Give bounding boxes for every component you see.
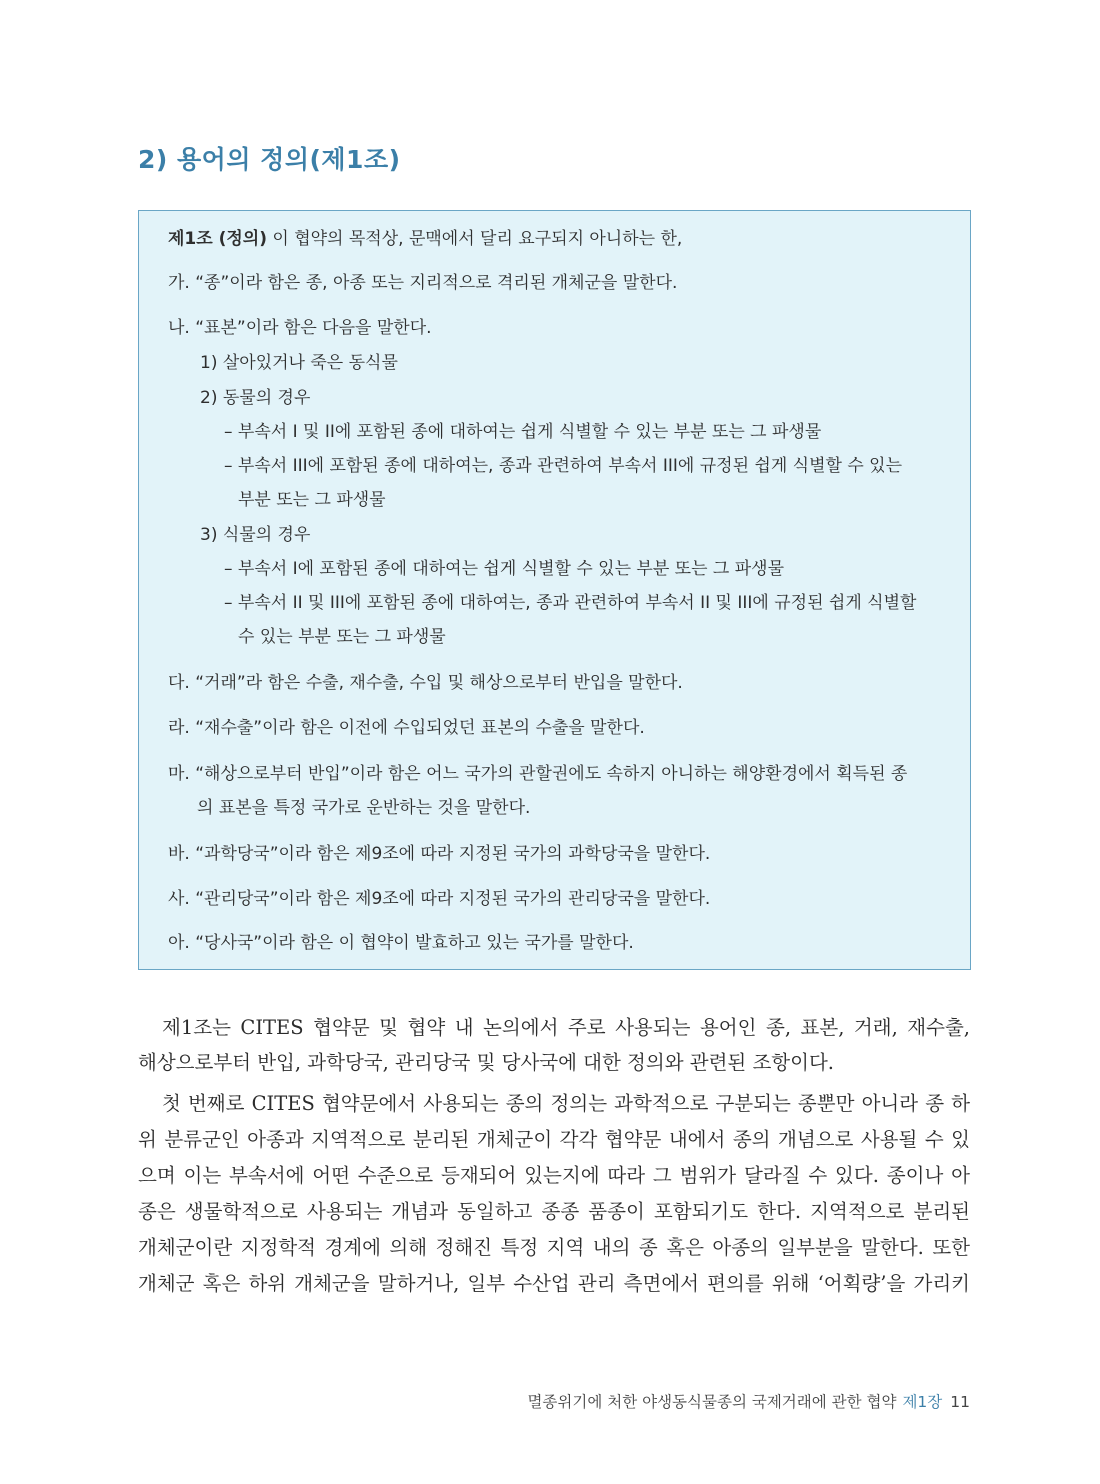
definition-intro-from-sea-cont: 의 표본을 특정 국가로 운반하는 것을 말한다. <box>197 798 531 818</box>
specimen-item-3: 3) 식물의 경우 <box>200 525 311 545</box>
footer-page-number: 11 <box>950 1393 970 1411</box>
definition-reexport: 라. “재수출”이라 함은 이전에 수입되었던 표본의 수출을 말한다. <box>168 718 645 738</box>
page-footer <box>527 1390 970 1412</box>
body-paragraph-2-line-6: 개체군 혹은 하위 개체군을 말하거나, 일부 수산업 관리 측면에서 편의를 위해 ‘어획량’을 가리키 <box>138 1272 970 1295</box>
specimen-item-3-dash-1: – 부속서 I에 포함된 종에 대하여는 쉽게 식별할 수 있는 부분 또는 그 파생물 <box>224 559 785 579</box>
specimen-item-3-dash-2: – 부속서 II 및 III에 포함된 종에 대하여는, 종과 관련하여 부속서 II 및 III에 규정된 쉽게 식별할 <box>224 593 917 613</box>
specimen-item-2-dash-1: – 부속서 I 및 II에 포함된 종에 대하여는 쉽게 식별할 수 있는 부분 또는 그 파생물 <box>224 422 822 442</box>
article-box <box>138 210 971 970</box>
definition-specimen: 나. “표본”이라 함은 다음을 말한다. <box>168 318 432 338</box>
definition-management-authority: 사. “관리당국”이라 함은 제9조에 따라 지정된 국가의 관리당국을 말한다. <box>168 889 711 909</box>
article-intro <box>168 227 682 251</box>
body-paragraph-1-line-2: 해상으로부터 반입, 과학당국, 관리당국 및 당사국에 대한 정의와 관련된 조항이다. <box>138 1051 835 1074</box>
definition-species: 가. “종”이라 함은 종, 아종 또는 지리적으로 격리된 개체군을 말한다. <box>168 273 678 293</box>
definition-scientific-authority: 바. “과학당국”이라 함은 제9조에 따라 지정된 국가의 과학당국을 말한다. <box>168 844 711 864</box>
definition-trade: 다. “거래”라 함은 수출, 재수출, 수입 및 해상으로부터 반입을 말한다. <box>168 673 683 693</box>
body-paragraph-2-line-2: 위 분류군인 아종과 지역적으로 분리된 개체군이 각각 협약문 내에서 종의 개념으로 사용될 수 있 <box>138 1128 970 1151</box>
footer-chapter: 제1장 <box>902 1393 943 1411</box>
section-heading: 2) 용어의 정의(제1조) <box>138 145 401 174</box>
article-intro-text: 이 협약의 목적상, 문맥에서 달리 요구되지 아니하는 한, <box>266 229 683 249</box>
definition-intro-from-sea: 마. “해상으로부터 반입”이라 함은 어느 국가의 관할권에도 속하지 아니하는 해양환경에서 획득된 종 <box>168 764 908 784</box>
body-paragraph-2-line-3: 으며 이는 부속서에 어떤 수준으로 등재되어 있는지에 따라 그 범위가 달라질 수 있다. 종이나 아 <box>138 1164 970 1187</box>
specimen-item-1: 1) 살아있거나 죽은 동식물 <box>200 353 398 373</box>
specimen-item-2-dash-2: – 부속서 III에 포함된 종에 대하여는, 종과 관련하여 부속서 III에 규정된 쉽게 식별할 수 있는 <box>224 456 902 476</box>
body-paragraph-1-line-1: 제1조는 CITES 협약문 및 협약 내 논의에서 주로 사용되는 용어인 종, 표본, 거래, 재수출, <box>162 1016 970 1039</box>
footer-title: 멸종위기에 처한 야생동식물종의 국제거래에 관한 협약 <box>527 1393 897 1411</box>
specimen-item-3-dash-2-cont: 수 있는 부분 또는 그 파생물 <box>238 627 446 647</box>
article-title: 제1조 (정의) <box>168 229 267 249</box>
specimen-item-2-dash-2-cont: 부분 또는 그 파생물 <box>238 490 386 510</box>
body-paragraph-2-line-5: 개체군이란 지정학적 경계에 의해 정해진 특정 지역 내의 종 혹은 아종의 일부분을 말한다. 또한 <box>138 1236 970 1259</box>
body-paragraph-2-line-1: 첫 번째로 CITES 협약문에서 사용되는 종의 정의는 과학적으로 구분되는 종뿐만 아니라 종 하 <box>162 1092 970 1115</box>
specimen-item-2: 2) 동물의 경우 <box>200 388 311 408</box>
body-paragraph-2-line-4: 종은 생물학적으로 사용되는 개념과 동일하고 종종 품종이 포함되기도 한다. 지역적으로 분리된 <box>138 1200 970 1223</box>
definition-party: 아. “당사국”이라 함은 이 협약이 발효하고 있는 국가를 말한다. <box>168 933 634 953</box>
